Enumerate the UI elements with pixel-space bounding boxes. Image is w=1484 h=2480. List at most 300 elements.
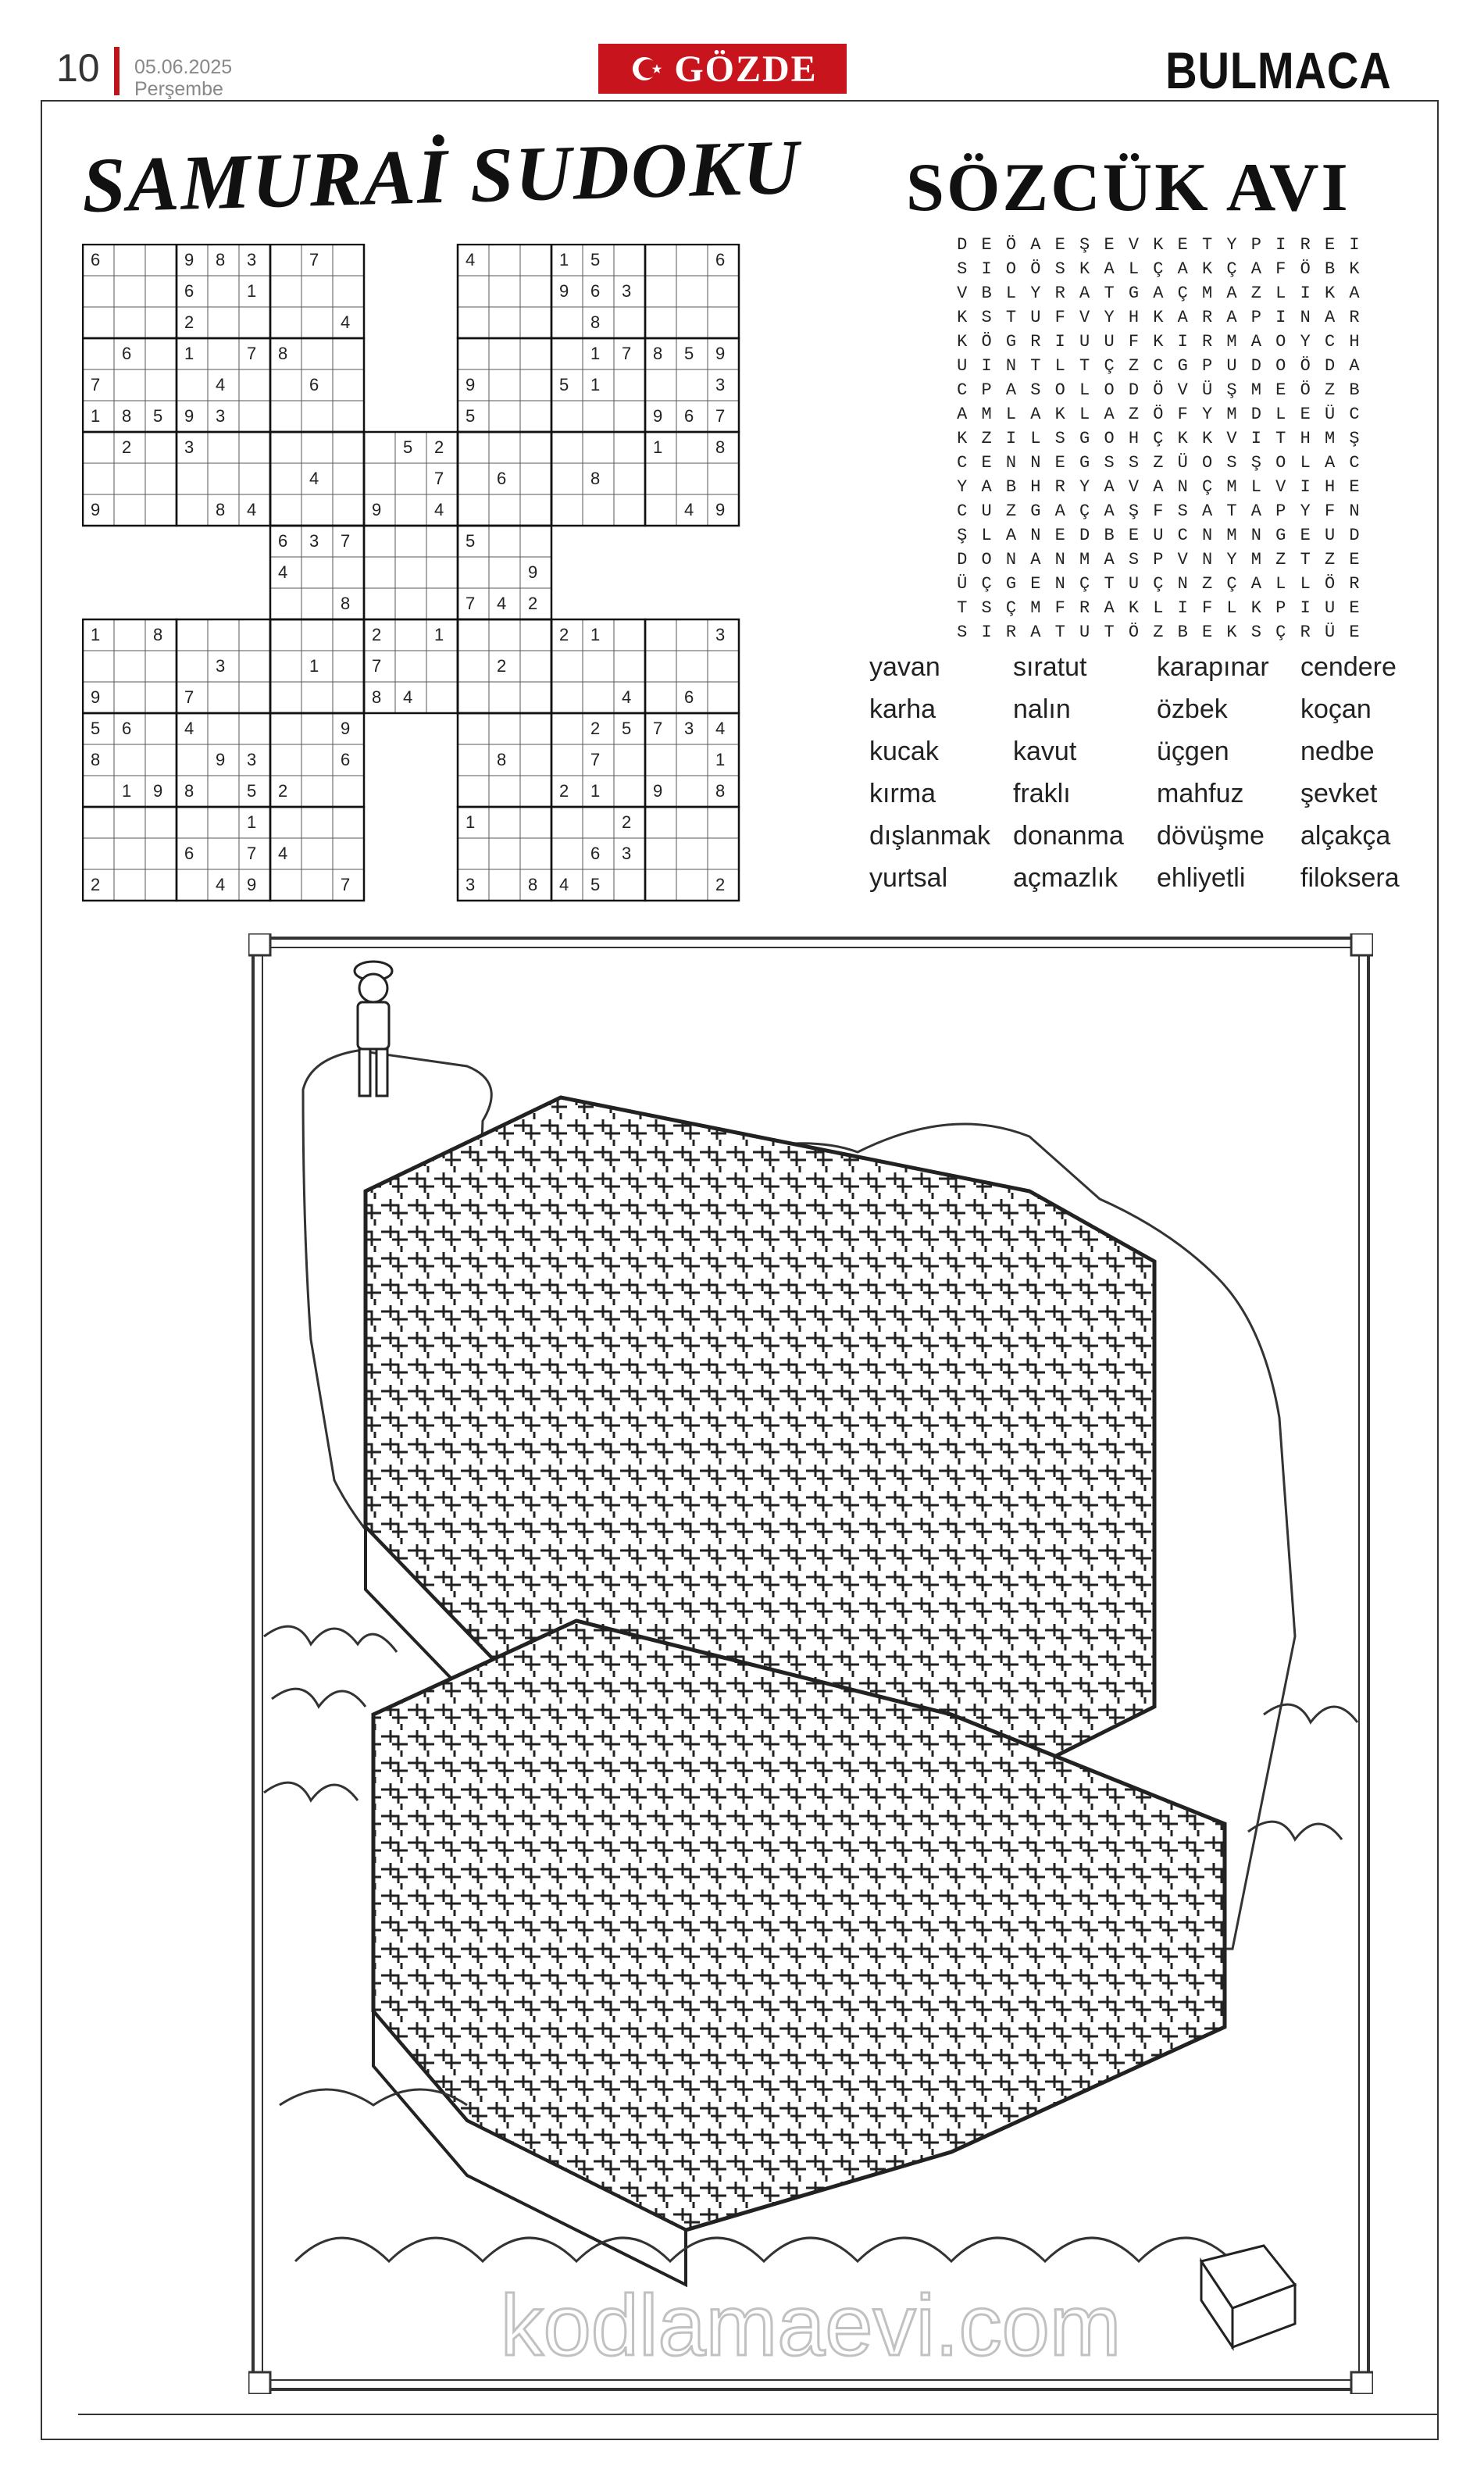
sudoku-cell [145, 276, 177, 307]
sudoku-cell [208, 807, 239, 838]
sudoku-cell [333, 338, 364, 369]
word-search-letter: I [981, 623, 992, 642]
word-list-item: nalın [1013, 694, 1071, 724]
sudoku-cell [489, 432, 520, 463]
word-search-letter: S [1226, 453, 1237, 473]
sudoku-cell [145, 838, 177, 869]
sudoku-given: 2 [497, 656, 507, 676]
sudoku-cell [676, 369, 708, 401]
sudoku-given: 7 [247, 344, 257, 363]
sudoku-cell [489, 838, 520, 869]
word-search-letter: B [1324, 259, 1336, 279]
word-search-letter: E [1349, 598, 1360, 618]
sudoku-cell [614, 432, 645, 463]
sudoku-given: 1 [590, 781, 601, 801]
sudoku-cell [458, 276, 489, 307]
word-search-letter: E [1324, 235, 1336, 255]
sudoku-given: 3 [309, 531, 319, 551]
sudoku-cell [83, 838, 114, 869]
sudoku-cell [270, 244, 301, 276]
sudoku-cell [114, 744, 145, 776]
word-search-letter: S [957, 623, 968, 642]
word-search-letter: L [1275, 284, 1286, 303]
word-search-letter: Y [1300, 332, 1311, 351]
sudoku-cell [301, 338, 333, 369]
sudoku-cell [301, 307, 333, 338]
sudoku-cell [395, 651, 426, 682]
sudoku-cell [520, 838, 551, 869]
sudoku-given: 8 [184, 781, 194, 801]
word-search-row [950, 281, 1367, 305]
word-search-letter: E [1349, 477, 1360, 497]
sudoku-cell [645, 807, 676, 838]
sudoku-given: 8 [590, 469, 601, 488]
word-search-letter: Ç [1275, 623, 1286, 642]
sudoku-given: 5 [466, 406, 476, 426]
word-search-letter: L [1226, 598, 1237, 618]
sudoku-cell [708, 838, 739, 869]
sudoku-cell [708, 682, 739, 713]
word-search-letter: Ç [1104, 356, 1115, 376]
word-search-letter: P [1202, 356, 1213, 376]
sudoku-cell [676, 744, 708, 776]
word-search-letter: F [1177, 405, 1188, 424]
word-search-letter: K [1153, 332, 1164, 351]
sudoku-given: 7 [372, 656, 382, 676]
sudoku-cell [489, 776, 520, 807]
sudoku-given: 1 [91, 625, 101, 644]
word-search-letter: Ö [1153, 380, 1164, 400]
word-search-letter: M [1250, 380, 1261, 400]
sudoku-cell [708, 307, 739, 338]
word-search-letter: Z [1005, 501, 1017, 521]
word-search-letter: U [1324, 598, 1336, 618]
sudoku-given: 8 [153, 625, 163, 644]
sudoku-given: 8 [341, 594, 351, 613]
word-search-letter: F [1128, 332, 1140, 351]
sudoku-given: 2 [622, 812, 632, 832]
sudoku-given: 4 [216, 375, 226, 394]
sudoku-given: 3 [247, 250, 257, 269]
word-search-letter: K [957, 429, 968, 448]
sudoku-cell [145, 651, 177, 682]
sudoku-given: 3 [216, 656, 226, 676]
sudoku-given: 7 [341, 875, 351, 894]
sudoku-cell [83, 651, 114, 682]
word-search-letter: Ü [1177, 453, 1188, 473]
word-search-letter: C [957, 501, 968, 521]
sudoku-cell [520, 494, 551, 526]
word-search-letter: F [1202, 598, 1213, 618]
word-search-letter: Ö [1300, 380, 1311, 400]
sudoku-cell [301, 713, 333, 744]
word-search-letter: V [1177, 550, 1188, 569]
word-search-letter: R [1030, 332, 1041, 351]
sudoku-given: 1 [653, 437, 663, 457]
sudoku-given: 9 [341, 719, 351, 738]
sudoku-cell [270, 432, 301, 463]
sudoku-cell [239, 619, 270, 651]
sudoku-cell [645, 307, 676, 338]
sudoku-cell [301, 432, 333, 463]
sudoku-cell [676, 776, 708, 807]
sudoku-cell [239, 307, 270, 338]
word-search-letter: U [981, 501, 992, 521]
word-search-letter: V [1177, 380, 1188, 400]
sudoku-cell [614, 307, 645, 338]
sudoku-cell [208, 713, 239, 744]
word-search-letter: L [1153, 598, 1164, 618]
word-search-letter: A [1226, 308, 1237, 327]
word-search-letter: U [1079, 332, 1090, 351]
sudoku-cell [177, 807, 208, 838]
sudoku-cell [489, 807, 520, 838]
word-search-letter: T [1104, 284, 1115, 303]
word-search-letter: S [1250, 623, 1261, 642]
word-search-letter: Ç [1079, 501, 1090, 521]
word-search-letter: A [1153, 284, 1164, 303]
sudoku-cell [333, 369, 364, 401]
sudoku-given: 8 [590, 312, 601, 332]
sudoku-cell [614, 244, 645, 276]
sudoku-given: 3 [715, 375, 726, 394]
sudoku-cell [489, 713, 520, 744]
sudoku-cell [301, 776, 333, 807]
word-search-letter: N [1030, 453, 1041, 473]
sudoku-cell [551, 744, 583, 776]
word-search-letter: E [1054, 453, 1065, 473]
sudoku-cell [489, 307, 520, 338]
sudoku-given: 3 [184, 437, 194, 457]
word-search-letter: R [1202, 332, 1213, 351]
sudoku-given: 4 [247, 500, 257, 519]
sudoku-given: 9 [153, 781, 163, 801]
word-search-letter: Z [981, 429, 992, 448]
sudoku-cell [364, 432, 395, 463]
word-search-letter: V [957, 284, 968, 303]
word-search-letter: A [1104, 501, 1115, 521]
word-search-letter: P [981, 380, 992, 400]
sudoku-given: 6 [497, 469, 507, 488]
sudoku-given: 8 [216, 250, 226, 269]
word-search-letter: G [1177, 356, 1188, 376]
sudoku-given: 6 [684, 406, 694, 426]
sudoku-cell [301, 588, 333, 619]
word-search-letter: A [1104, 550, 1115, 569]
sudoku-given: 2 [559, 781, 569, 801]
sudoku-cell [114, 276, 145, 307]
sudoku-cell [270, 619, 301, 651]
word-search-letter: O [981, 550, 992, 569]
sudoku-cell [301, 682, 333, 713]
word-search-letter: L [1275, 574, 1286, 594]
word-list-item: özbek [1157, 694, 1228, 724]
sudoku-cell [645, 369, 676, 401]
word-search-letter: V [1128, 235, 1140, 255]
sudoku-given: 9 [653, 406, 663, 426]
sudoku-given: 1 [91, 406, 101, 426]
word-search-letter: A [957, 405, 968, 424]
sudoku-cell [520, 432, 551, 463]
word-search-letter: E [1177, 235, 1188, 255]
sudoku-cell [333, 838, 364, 869]
sudoku-given: 9 [91, 500, 101, 519]
word-search-letter: D [957, 550, 968, 569]
sudoku-cell [520, 463, 551, 494]
word-search-row [950, 499, 1367, 523]
word-search-letter: V [1128, 477, 1140, 497]
sudoku-cell [489, 682, 520, 713]
sudoku-cell [458, 713, 489, 744]
word-search-letter: E [981, 453, 992, 473]
samurai-sudoku-title: SAMURAİ SUDOKU [80, 123, 802, 230]
word-search-letter: E [981, 235, 992, 255]
sudoku-cell [520, 307, 551, 338]
word-search-letter: D [1250, 405, 1261, 424]
word-search-letter: U [1104, 332, 1115, 351]
word-search-row [950, 523, 1367, 548]
sudoku-cell [208, 682, 239, 713]
sudoku-cell [395, 619, 426, 651]
sudoku-cell [239, 463, 270, 494]
word-search-grid [950, 233, 1367, 644]
word-search-letter: Ç [1153, 259, 1164, 279]
issue-date [134, 56, 232, 100]
word-search-letter: A [1324, 308, 1336, 327]
sudoku-cell [708, 807, 739, 838]
word-search-letter: L [1300, 574, 1311, 594]
word-search-letter: C [1153, 356, 1164, 376]
sudoku-cell [583, 401, 614, 432]
sudoku-cell [551, 463, 583, 494]
sudoku-given: 7 [590, 750, 601, 769]
word-search-letter: Y [1104, 308, 1115, 327]
sudoku-given: 1 [122, 781, 132, 801]
word-search-letter: O [1104, 380, 1115, 400]
word-search-letter: Ş [1079, 235, 1090, 255]
word-search-letter: E [1275, 380, 1286, 400]
sudoku-given: 5 [91, 719, 101, 738]
word-search-letter: Y [1300, 501, 1311, 521]
word-search-letter: K [1153, 308, 1164, 327]
sudoku-cell [270, 713, 301, 744]
word-search-letter: K [1128, 598, 1140, 618]
word-search-letter: S [1128, 550, 1140, 569]
sudoku-cell [520, 276, 551, 307]
sudoku-cell [395, 588, 426, 619]
word-search-row [950, 620, 1367, 644]
word-list-item: açmazlık [1013, 863, 1118, 893]
sudoku-given: 3 [684, 719, 694, 738]
sudoku-cell [83, 276, 114, 307]
sudoku-cell [676, 807, 708, 838]
word-search-row [950, 378, 1367, 402]
sudoku-cell [114, 807, 145, 838]
word-search-letter: R [1349, 574, 1360, 594]
sudoku-cell [614, 494, 645, 526]
section-title: BULMACA [1165, 41, 1392, 99]
word-search-letter: L [1005, 284, 1017, 303]
word-search-letter: Ö [1005, 235, 1017, 255]
sudoku-given: 3 [247, 750, 257, 769]
word-list-item: kırma [869, 779, 936, 808]
word-search-letter: Ş [1250, 453, 1261, 473]
word-search-letter: A [1250, 332, 1261, 351]
sudoku-given: 1 [309, 656, 319, 676]
sudoku-cell [583, 807, 614, 838]
sudoku-cell [645, 619, 676, 651]
word-search-letter: Z [1153, 623, 1164, 642]
word-search-letter: R [1300, 235, 1311, 255]
sudoku-cell [551, 401, 583, 432]
sudoku-cell [301, 807, 333, 838]
issue-weekday: Perşembe [134, 78, 223, 100]
issue-date-value: 05.06.2025 [134, 56, 233, 78]
word-search-letter: A [1079, 284, 1090, 303]
word-search-letter: M [1079, 550, 1090, 569]
sudoku-given: 9 [653, 781, 663, 801]
sudoku-cell [676, 307, 708, 338]
maze-illustration [248, 933, 1373, 2398]
word-search-letter: N [1202, 550, 1213, 569]
sudoku-cell [270, 494, 301, 526]
sudoku-cell [708, 651, 739, 682]
sudoku-cell [614, 463, 645, 494]
sudoku-cell [458, 651, 489, 682]
word-search-letter: I [1250, 429, 1261, 448]
word-search-letter: P [1250, 308, 1261, 327]
word-list-item: üçgen [1157, 737, 1229, 766]
sudoku-given: 4 [684, 500, 694, 519]
word-search-row [950, 451, 1367, 475]
word-search-letter: Ü [1324, 623, 1336, 642]
sudoku-cell [364, 557, 395, 588]
sudoku-cell [614, 619, 645, 651]
word-search-letter: D [1250, 356, 1261, 376]
sudoku-given: 9 [559, 281, 569, 301]
word-search-letter: A [1177, 259, 1188, 279]
word-list-item: mahfuz [1157, 779, 1244, 808]
word-list-item: donanma [1013, 821, 1124, 851]
sudoku-given: 6 [122, 344, 132, 363]
sudoku-cell [114, 244, 145, 276]
word-search-letter: E [1349, 623, 1360, 642]
sudoku-given: 4 [434, 500, 444, 519]
sudoku-given: 9 [372, 500, 382, 519]
sudoku-cell [145, 432, 177, 463]
word-search-letter: P [1275, 501, 1286, 521]
sudoku-given: 1 [590, 625, 601, 644]
word-search-letter: F [1054, 598, 1065, 618]
word-search-letter: L [1005, 405, 1017, 424]
sudoku-cell [458, 682, 489, 713]
word-search-letter: K [1324, 284, 1336, 303]
sudoku-given: 2 [434, 437, 444, 457]
sudoku-cell [676, 432, 708, 463]
sudoku-given: 3 [216, 406, 226, 426]
word-search-letter: E [1030, 574, 1041, 594]
sudoku-cell [333, 651, 364, 682]
sudoku-cell [489, 401, 520, 432]
sudoku-cell [114, 869, 145, 901]
word-list-item: nedbe [1300, 737, 1375, 766]
sudoku-cell [489, 244, 520, 276]
word-search-letter: N [1005, 550, 1017, 569]
word-search-letter: Ö [1030, 259, 1041, 279]
sudoku-cell [270, 369, 301, 401]
word-search-row [950, 426, 1367, 451]
word-search-letter: I [1275, 235, 1286, 255]
sudoku-cell [177, 869, 208, 901]
sudoku-given: 9 [184, 406, 194, 426]
sudoku-cell [614, 651, 645, 682]
sudoku-cell [270, 744, 301, 776]
sudoku-cell [614, 401, 645, 432]
sudoku-cell [239, 713, 270, 744]
sudoku-cell [208, 776, 239, 807]
sudoku-cell [270, 869, 301, 901]
sudoku-cell [676, 651, 708, 682]
word-search-letter: C [957, 453, 968, 473]
word-search-letter: M [1250, 550, 1261, 569]
word-search-letter: V [1275, 477, 1286, 497]
sudoku-cell [301, 619, 333, 651]
word-search-letter: T [1300, 550, 1311, 569]
sudoku-given: 1 [590, 375, 601, 394]
word-search-letter: M [1324, 429, 1336, 448]
sudoku-cell [364, 588, 395, 619]
sudoku-given: 5 [590, 875, 601, 894]
sudoku-cell [177, 619, 208, 651]
sudoku-given: 8 [91, 750, 101, 769]
word-search-letter: Ş [1226, 380, 1237, 400]
sudoku-given: 6 [309, 375, 319, 394]
sudoku-given: 4 [497, 594, 507, 613]
word-search-letter: Z [1153, 453, 1164, 473]
word-list-item: ehliyetli [1157, 863, 1246, 893]
sudoku-cell [208, 276, 239, 307]
word-search-letter: C [957, 380, 968, 400]
sudoku-cell [583, 682, 614, 713]
sudoku-given: 4 [184, 719, 194, 738]
word-search-letter: V [1079, 308, 1090, 327]
sudoku-given: 8 [497, 750, 507, 769]
sudoku-given: 7 [434, 469, 444, 488]
sudoku-cell [676, 244, 708, 276]
sudoku-given: 2 [590, 719, 601, 738]
sudoku-cell [551, 682, 583, 713]
sudoku-cell [208, 838, 239, 869]
word-search-letter: K [957, 308, 968, 327]
sudoku-cell [270, 401, 301, 432]
word-search-letter: U [1128, 574, 1140, 594]
sudoku-cell [645, 494, 676, 526]
word-search-letter: Ş [1128, 501, 1140, 521]
word-search-letter: I [981, 356, 992, 376]
sudoku-given: 1 [559, 250, 569, 269]
sudoku-cell [83, 776, 114, 807]
word-search-letter: Ö [1153, 405, 1164, 424]
sudoku-cell [301, 494, 333, 526]
word-search-letter: D [957, 235, 968, 255]
sudoku-given: 2 [278, 781, 288, 801]
sudoku-cell [458, 744, 489, 776]
word-search-letter: G [1005, 574, 1017, 594]
word-search-letter: A [1250, 574, 1261, 594]
sudoku-cell [83, 432, 114, 463]
word-search-letter: L [1128, 259, 1140, 279]
sudoku-cell [458, 307, 489, 338]
